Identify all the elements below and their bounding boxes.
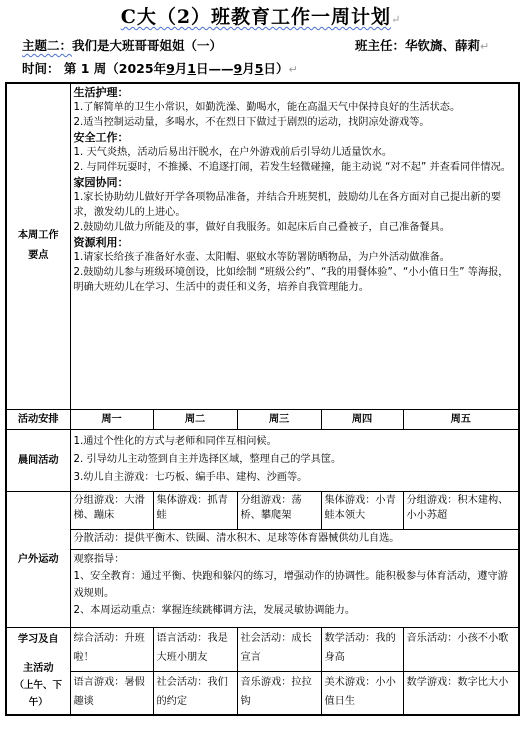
- outdoor-group-fri: 分组游戏：积木建构、小小苏超: [403, 491, 519, 529]
- day-mon: 周一: [70, 409, 153, 429]
- resource-item-2: 2.鼓励幼儿参与班级环境创设，比如绘制 “班级公约”、“我的用餐体验”、“小小值日生” 等海报，明确大班幼儿在学习、生活中的责任和义务，培养自我管理能力。: [73, 267, 509, 293]
- safety-title: 安全工作：: [73, 131, 129, 144]
- learning-2-wed: 音乐游戏：拉拉钩: [237, 671, 321, 715]
- learning-2-thu: 美术游戏：小小值日生: [321, 671, 403, 715]
- learning-label: 学习及自 主活动 （上午、下午）: [6, 627, 70, 715]
- morning-item-2: 2. 引导幼儿主动签到自主并选择区域，整理自己的学具筐。: [73, 454, 342, 465]
- outdoor-group-mon: 分组游戏：大滑梯、蹦床: [70, 491, 153, 529]
- teacher-value: 华钦旖、薛莉: [405, 38, 481, 53]
- schedule-label: 活动安排: [6, 409, 70, 429]
- theme-label: 主题二：: [22, 38, 73, 53]
- learning-1-fri: 音乐活动：小孩不小歌: [403, 627, 519, 671]
- day-thu: 周四: [321, 409, 403, 429]
- day-wed: 周三: [237, 409, 321, 429]
- weekly-focus-row: [6, 83, 519, 409]
- day-fri: 周五: [403, 409, 519, 429]
- weekly-focus-content: [70, 83, 519, 409]
- resource-item-1: 1.请家长给孩子准备好水壶、太阳帽、驱蚊水等防署防晒物品，为户外活动做准备。: [73, 252, 450, 263]
- home-title: 家园协同：: [73, 176, 129, 189]
- morning-content: [70, 429, 519, 491]
- outdoor-label: 户外运动: [6, 491, 70, 627]
- outdoor-scattered-row: [6, 529, 519, 549]
- theme-value: 我们是大班哥哥姐姐（一）: [72, 38, 223, 53]
- learning-1-wed: 社会活动：成长宣言: [237, 627, 321, 671]
- life-item-2: 2.适当控制运动量，多喝水，不在烈日下做过于剧烈的运动，找阴凉处游戏等。: [73, 117, 430, 128]
- outdoor-observation: [70, 549, 519, 627]
- time-label: 时间：: [22, 61, 60, 76]
- learning-1-thu: 数学活动：我的身高: [321, 627, 403, 671]
- page-title: C大（2）班教育工作一周计划↵: [120, 6, 402, 28]
- learning-row-2: [6, 671, 519, 715]
- start-month: 9: [166, 61, 175, 76]
- theme-line: [22, 36, 222, 54]
- end-month: 9: [233, 61, 243, 76]
- morning-row: [6, 429, 519, 491]
- teacher-line: 班主任：华钦旖、薛莉↵: [355, 38, 490, 53]
- end-day: 5: [254, 61, 264, 76]
- date-end: 日）: [263, 61, 289, 76]
- weekly-focus-label: 本周工作要点: [6, 83, 70, 409]
- observation-item-2: 2、本周运动重点：掌握连续跳椰调方法，发展灵敏协调能力。: [73, 604, 356, 616]
- learning-1-tue: 语言活动：我是大班小朋友: [153, 627, 237, 671]
- morning-item-1: 1.通过个性化的方式与老师和同伴互相问候。: [73, 436, 277, 447]
- observation-title: 观察指导：: [73, 553, 125, 565]
- teacher-label: 班主任：: [355, 38, 406, 53]
- home-item-2: 2.鼓励幼儿做力所能及的事，做好自我服务。如起床后自己叠被子，自己准备餐具。: [73, 222, 450, 233]
- life-title: 生活护理：: [73, 86, 129, 99]
- outdoor-group-row: [6, 491, 519, 529]
- week-prefix: 第 1 周（2025年: [63, 61, 167, 76]
- learning-2-tue: 社会活动：我们的约定: [153, 671, 237, 715]
- outdoor-group-wed: 分组游戏：荡桥、攀爬架: [237, 491, 321, 529]
- observation-item-1: 1、安全教育：通过平衡、快跑和躲闪的练习，增强动作的协调性。能积极参与体育活动，遵守游戏规则。: [73, 570, 508, 599]
- outdoor-scattered: 分散活动：提供平衡木、铁圈、清水积木、足球等体育器械供幼儿自选。: [70, 529, 519, 549]
- learning-row-1: [6, 627, 519, 671]
- resource-title: 资源利用：: [73, 236, 129, 249]
- learning-1-mon: 综合活动：升班啦！: [70, 627, 153, 671]
- learning-2-mon: 语言游戏：暑假趣谈: [70, 671, 153, 715]
- safety-item-1: 1. 天气炎热，活动后易出汗脱水，在户外游戏前后引导幼儿适量饮水。: [73, 147, 393, 158]
- morning-label: 晨间活动: [6, 429, 70, 491]
- outdoor-observation-row: [6, 549, 519, 627]
- learning-2-fri: 数学游戏：数字比大小: [403, 671, 519, 715]
- date-separator: 日——: [196, 61, 234, 76]
- morning-item-3: 3.幼儿自主游戏：七巧板、编手串、建构、沙画等。: [73, 472, 308, 483]
- weekly-plan-table: [5, 82, 520, 716]
- outdoor-group-thu: 集体游戏：小青蛙本领大: [321, 491, 403, 529]
- life-item-1: 1.了解简单的卫生小常识，如勤洗澡、勤喝水，能在高温天气中保持良好的生活状态。: [73, 102, 461, 113]
- schedule-row: [6, 409, 519, 429]
- outdoor-group-tue: 集体游戏：抓青蛙: [153, 491, 237, 529]
- home-item-1: 1.家长协助幼儿做好开学各项物品准备，并结合升班契机，鼓励幼儿在各方面对自己提出新的要求，激发幼儿的上进心。: [73, 192, 501, 218]
- time-line: 时间： 第 1 周（2025年9月1日——9月5日）↵: [22, 61, 298, 76]
- day-tue: 周二: [153, 409, 237, 429]
- safety-item-2: 2. 与同伴玩耍时，不推搡、不追逐打闹，若发生轻微碰撞，能主动说 “对不起” 并查看同伴情况。: [73, 162, 511, 173]
- start-day: 1: [187, 61, 196, 76]
